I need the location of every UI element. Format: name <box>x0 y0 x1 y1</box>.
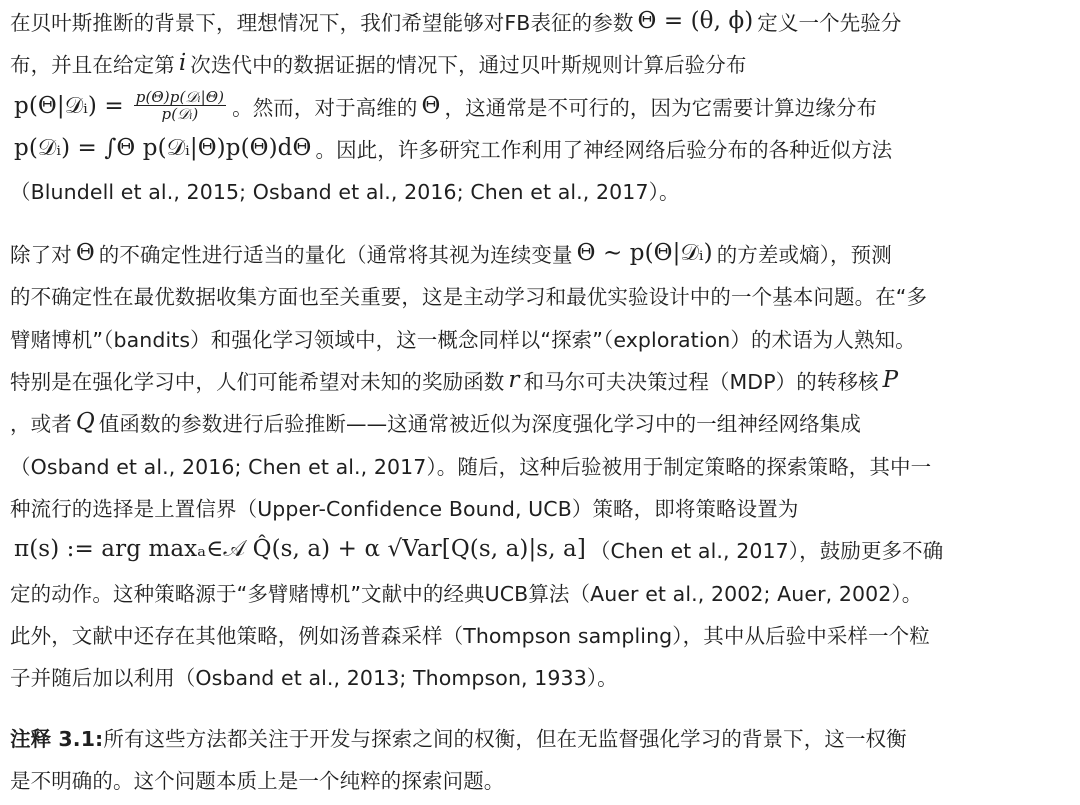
text-line <box>10 232 1070 274</box>
text-segment: 次迭代中的数据证据的情况下，通过贝叶斯规则计算后验分布 <box>190 53 747 78</box>
text-segment: 定的动作。这种策略源于“多臂赌博机”文献中的经典UCB算法（Auer et al., 2002; Auer, 2002）。 <box>10 581 923 606</box>
text-line <box>10 528 1070 570</box>
math-fraction <box>134 89 226 122</box>
text-segment: 臂赌博机”（bandits）和强化学习领域中，这一概念同样以“探索”（exploration）的术语为人熟知。 <box>10 327 916 352</box>
text-line <box>10 169 1070 211</box>
math-expression: P <box>882 367 899 394</box>
text-line <box>10 401 1070 443</box>
math-expression: r <box>508 367 520 394</box>
text-segment: 的方差或熵），预测 <box>716 243 892 268</box>
math-expression: π(s) := arg maxₐ∈𝒜 Q̂(s, a) + α √Var[Q(s, a)|s, a] <box>14 536 586 563</box>
text-segment: 值函数的参数进行后验推断——这通常被近似为深度强化学习中的一组神经网络集成 <box>98 412 861 437</box>
text-segment: ，或者 <box>10 412 72 437</box>
text-segment: 种流行的选择是上置信界（Upper-Confidence Bound, UCB）策略，即将策略设置为 <box>10 496 799 521</box>
math-expression: Θ ∼ p(Θ|𝒟ᵢ) <box>576 240 713 267</box>
math-expression: Q <box>75 409 95 436</box>
math-expression: p(𝒟ᵢ) = ∫Θ p(𝒟ᵢ|Θ)p(Θ)dΘ <box>14 135 312 162</box>
math-expression: Θ = (θ, ϕ) <box>637 8 754 35</box>
fraction-numerator: p(Θ)p(𝒟ᵢ|Θ) <box>135 88 225 107</box>
text-line <box>10 486 1070 528</box>
text-segment: 的不确定性在最优数据收集方面也至关重要，这是主动学习和最优实验设计中的一个基本问题。在“多 <box>10 285 928 310</box>
math-expression: i <box>178 50 187 77</box>
text-segment: 子并随后加以利用（Osband et al., 2013; Thompson, 1933）。 <box>10 666 618 691</box>
text-segment: 。然而，对于高维的 <box>232 95 418 120</box>
math-expression: p(Θ|𝒟ᵢ) = <box>14 92 124 119</box>
paragraph-remark-3-1 <box>10 716 1070 801</box>
text-segment: 定义一个先验分 <box>757 11 902 36</box>
text-segment: 是不明确的。这个问题本质上是一个纯粹的探索问题。 <box>10 769 505 794</box>
text-line <box>10 42 1070 84</box>
text-line <box>10 359 1070 401</box>
math-expression: Θ <box>421 92 441 119</box>
text-line <box>10 758 1070 800</box>
text-line <box>10 274 1070 316</box>
text-line <box>10 716 1070 758</box>
math-expression: Θ <box>75 240 95 267</box>
text-segment: 在贝叶斯推断的背景下，理想情况下，我们希望能够对FB表征的参数 <box>10 11 634 36</box>
text-line <box>10 0 1070 42</box>
text-line <box>10 443 1070 485</box>
text-segment: 除了对 <box>10 243 72 268</box>
text-line <box>10 613 1070 655</box>
text-segment: 。因此，许多研究工作利用了神经网络后验分布的各种近似方法 <box>315 138 893 163</box>
paragraph-uncertainty-exploration <box>10 232 1070 697</box>
text-segment: （Chen et al., 2017），鼓励更多不确 <box>589 539 944 564</box>
text-segment: 所有这些方法都关注于开发与探索之间的权衡，但在无监督强化学习的背景下，这一权衡 <box>103 727 907 752</box>
text-line <box>10 570 1070 612</box>
text-line <box>10 317 1070 359</box>
text-segment: ，这通常是不可行的，因为它需要计算边缘分布 <box>444 95 878 120</box>
fraction-denominator: p(𝒟ᵢ) <box>161 105 199 124</box>
text-segment: （Blundell et al., 2015; Osband et al., 2016; Chen et al., 2017）。 <box>10 180 680 205</box>
text-line <box>10 655 1070 697</box>
text-segment: 特别是在强化学习中，人们可能希望对未知的奖励函数 <box>10 370 505 395</box>
text-line <box>10 85 1070 127</box>
text-segment: 此外，文献中还存在其他策略，例如汤普森采样（Thompson sampling），其中从后验中采样一个粒 <box>10 623 930 648</box>
text-segment: 和马尔可夫决策过程（MDP）的转移核 <box>523 370 879 395</box>
text-segment: 的不确定性进行适当的量化（通常将其视为连续变量 <box>98 243 573 268</box>
text-segment: （Osband et al., 2016; Chen et al., 2017）。随后，这种后验被用于制定策略的探索策略，其中一 <box>10 454 932 479</box>
text-segment: 布，并且在给定第 <box>10 53 175 78</box>
remark-label: 注释 3.1: <box>10 727 104 752</box>
text-line <box>10 127 1070 169</box>
paragraph-bayesian-posterior <box>10 0 1070 211</box>
